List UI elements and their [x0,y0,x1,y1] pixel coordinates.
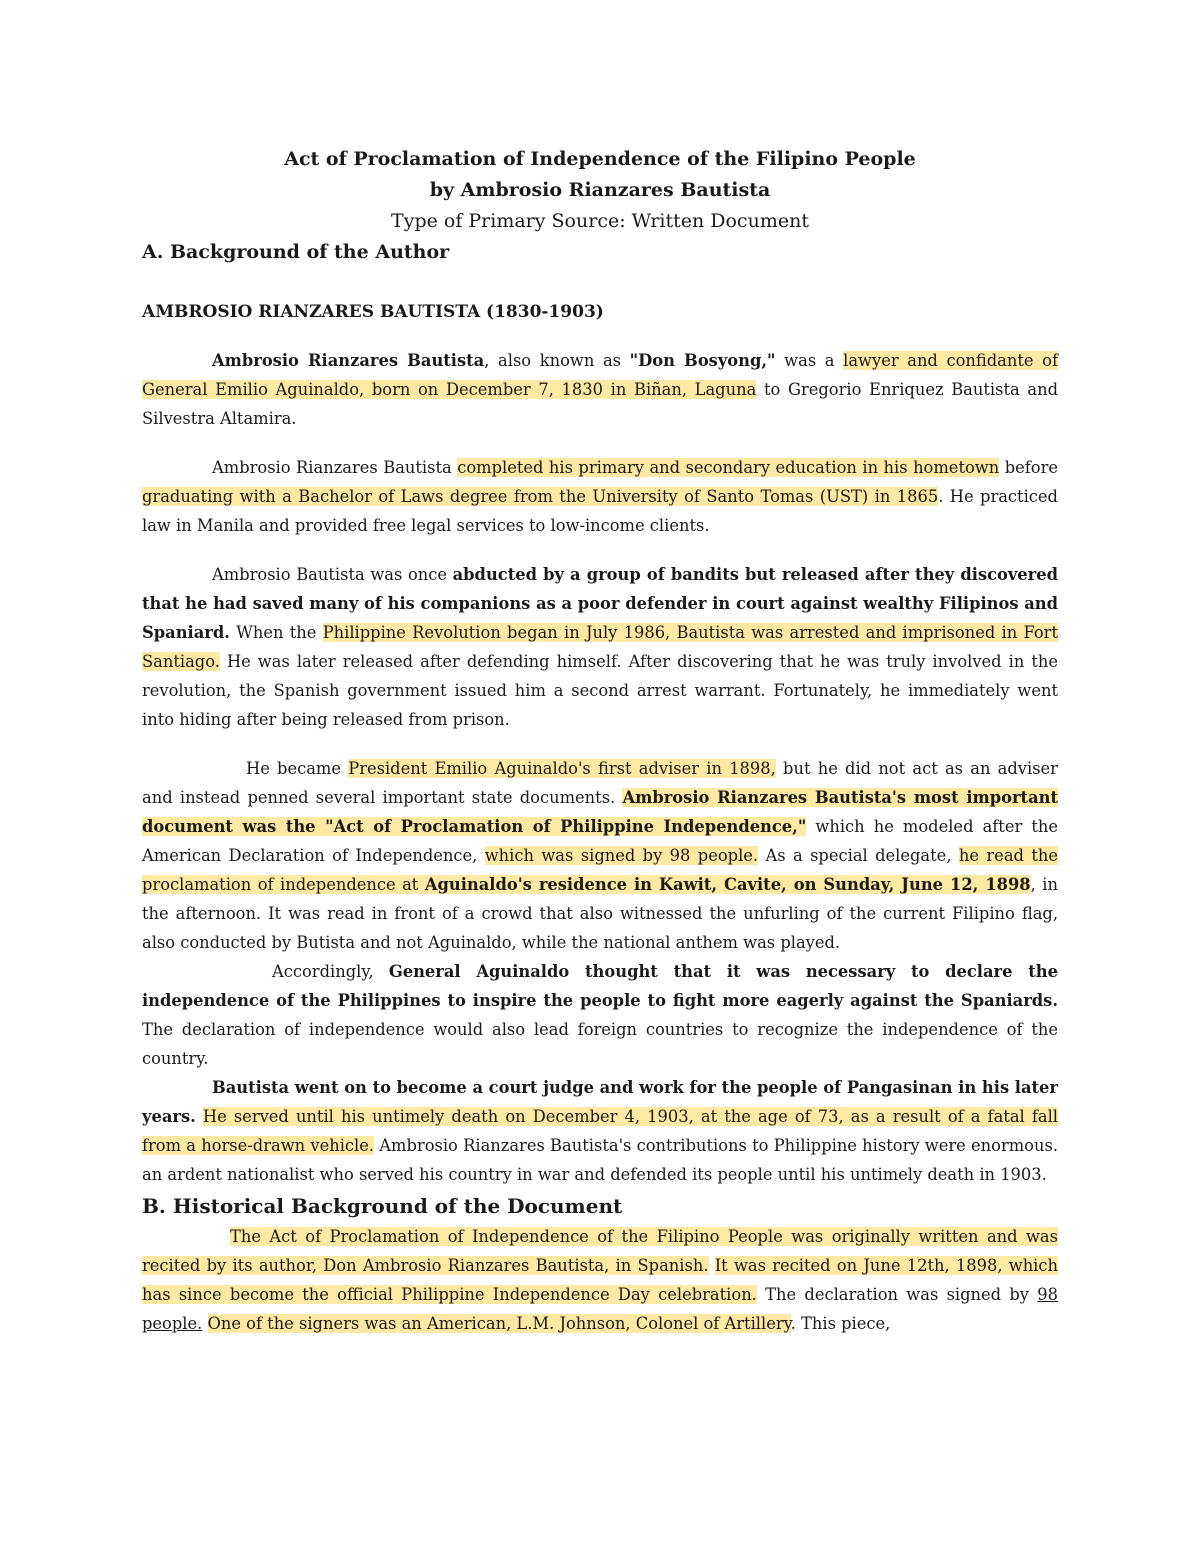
text-run: As a special delegate, [758,846,959,865]
text-run: General Aguinaldo thought that it was necessary to declare the independence of the Philippines to inspire the people to fight more eagerly against the Spaniards. [142,962,1058,1010]
text-run: Ambrosio Rianzares Bautista's contributions to Philippine history were enormous. an ardent nationalist who served his country in war and defended its people until his untimely death in 1903. [142,1136,1058,1184]
text-run: which he modeled after the American Declaration of Independence, [142,817,1059,865]
highlight-run: Philippine Revolution began in July 1986, Bautista was arrested and imprisoned in Fort Santiago. [142,623,1058,671]
paragraph-6 [142,1073,1058,1189]
document-title: Act of Proclamation of Independence of the Filipino People [284,148,916,170]
document-byline: by Ambrosio Rianzares Bautista [429,179,771,201]
text-run: was a [775,351,844,370]
paragraph-7 [142,1222,1058,1338]
text-run: "Don Bosyong," [629,351,776,370]
text-run: but he did not act as an adviser and instead penned several important state documents. [142,759,1058,807]
highlight-run: He served until his untimely death on December 4, 1903, at the age of 73, as a result of a fatal fall from a horse-drawn vehicle. [142,1107,1058,1155]
highlight-run: One of the signers was an American, L.M. Johnson, Colonel of Artillery [207,1314,791,1333]
highlight-run: The Act of Proclamation of Independence of the Filipino People was originally written and was recited by its author, Don Ambrosio Rianzares Bautista, in Spanish. [142,1227,1058,1275]
text-run: to Gregorio Enriquez Bautista and Silvestra Altamira. [142,380,1058,428]
author-heading: AMBROSIO RIANZARES BAUTISTA (1830-1903) [142,302,604,322]
text-run: . This piece, [790,1314,891,1333]
text-run: . He practiced law in Manila and provided free legal services to low-income clients. [142,487,1058,535]
text-run: Ambrosio Bautista was once [212,565,453,584]
text-run: before [999,458,1058,477]
highlight-run: It was recited on June 12th, 1898, which has since become the official Philippine Independence Day celebration. [142,1256,1058,1304]
text-run [709,1256,715,1275]
highlight-run: graduating with a Bachelor of Laws degree from the University of Santo Tomas (UST) in 1865 [142,487,939,506]
text-run [202,1314,207,1333]
text-run: Ambrosio Rianzares Bautista [212,458,458,477]
highlight-run: Aguinaldo's residence in Kawit, Cavite, on Sunday, June 12, 1898 [424,875,1031,894]
text-run: , in the afternoon. It was read in front of a crowd that also witnessed the unfurling of the current Filipino flag, also conducted by Butista and not Aguinaldo, while the national anthem was played. [142,875,1058,952]
section-a-heading: A. Background of the Author [142,241,450,263]
paragraph-4 [142,754,1058,957]
text-run: He became [246,759,349,778]
title-block [142,144,1058,237]
paragraph-5 [142,957,1058,1073]
text-run: The declaration of independence would also lead foreign countries to recognize the independence of the country. [142,1020,1058,1068]
highlight-run: which was signed by 98 people. [484,846,759,865]
highlight-run: completed his primary and secondary education in his hometown [457,458,1000,477]
source-type: Type of Primary Source: Written Document [391,210,809,232]
paragraph-3 [142,560,1058,734]
paragraph-2 [142,453,1058,540]
text-run [196,1107,203,1126]
highlight-run: lawyer and confidante of General Emilio Aguinaldo, born on December 7, 1830 in Biñan, Laguna [142,351,1058,399]
text-run: When the [229,623,323,642]
text-run: abducted by a group of bandits but released after they discovered that he had saved many of his companions as a poor defender in court against wealthy Filipinos and Spaniard. [142,565,1058,642]
text-run: The declaration was signed by [756,1285,1038,1304]
text-run: Bautista went on to become a court judge and work for the people of Pangasinan in his later years. [142,1078,1058,1126]
text-run: , also known as [484,351,630,370]
text-run: Accordingly, [272,962,389,981]
underlined-run: 98 people. [142,1285,1059,1333]
text-run: He was later released after defending himself. After discovering that he was truly involved in the revolution, the Spanish government issued him a second arrest warrant. Fortunately, he immediately went into hiding after being released from prison. [142,652,1058,729]
paragraph-1 [142,346,1058,433]
highlight-run: he read the proclamation of independence at [142,846,1058,894]
highlight-run: President Emilio Aguinaldo's first adviser in 1898, [348,759,776,778]
highlight-run: Ambrosio Rianzares Bautista's most important document was the "Act of Proclamation of Philippine Independence," [142,788,1058,836]
text-run: Ambrosio Rianzares Bautista [212,351,485,370]
section-b-heading: B. Historical Background of the Document [142,1194,623,1218]
